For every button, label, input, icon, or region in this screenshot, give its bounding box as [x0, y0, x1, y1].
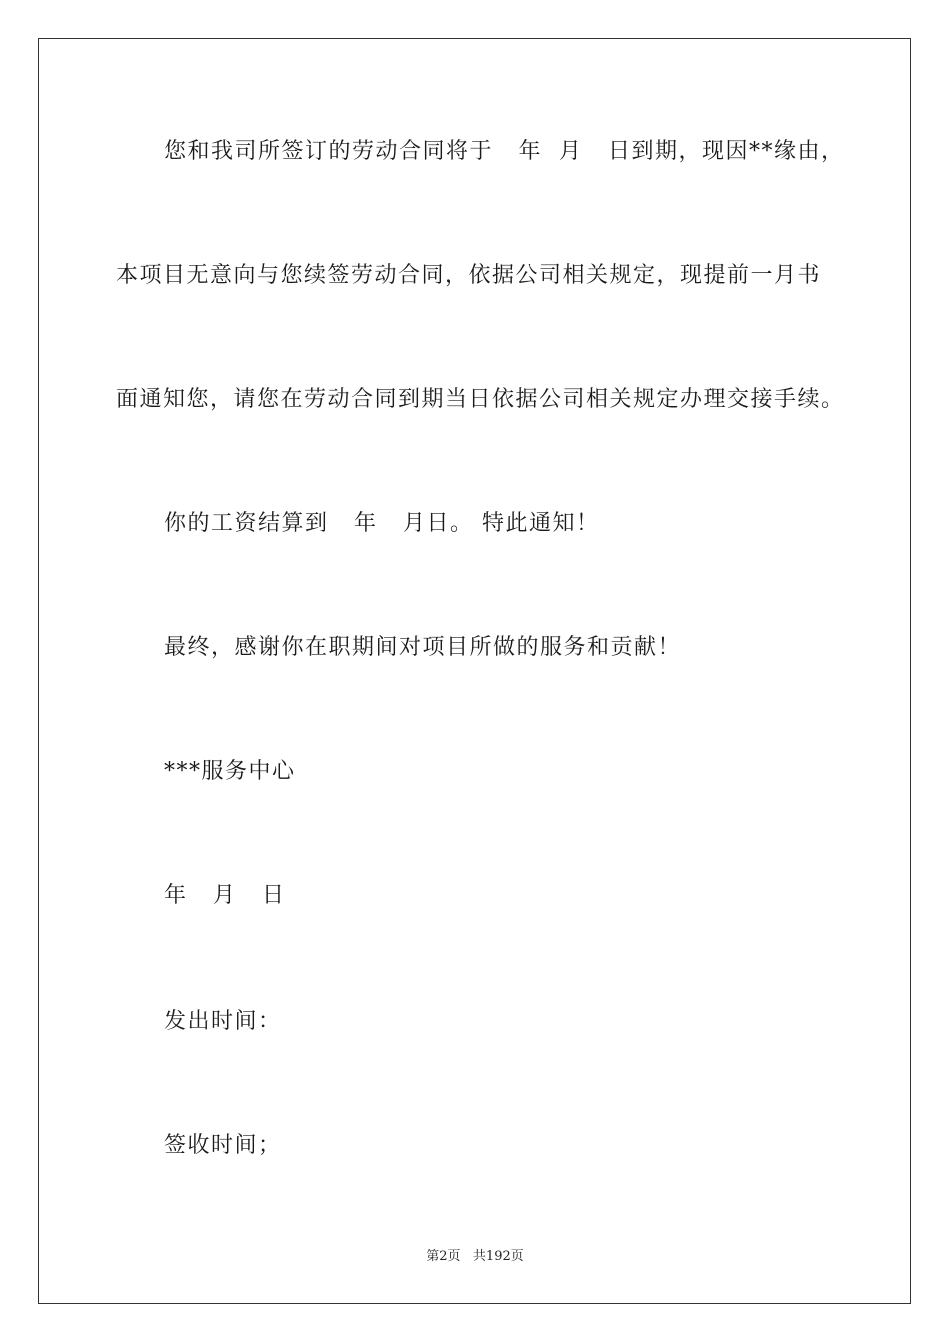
issue-time-label: 发出时间： — [164, 1009, 282, 1034]
paragraph-no-renewal: 本项目无意向与您续签劳动合同，依据公司相关规定，现提前一月书 — [116, 263, 822, 288]
receipt-time-label: 签收时间； — [164, 1133, 282, 1158]
paragraph-salary-settlement: 你的工资结算到 年 月日。 特此通知！ — [164, 511, 600, 536]
page-border — [38, 38, 911, 1304]
signature-organization: ***服务中心 — [164, 759, 296, 784]
paragraph-handover-notice: 面通知您，请您在劳动合同到期当日依据公司相关规定办理交接手续。 — [116, 387, 845, 412]
paragraph-contract-expiry: 您和我司所签订的劳动合同将于 年 月 日到期，现因**缘由， — [164, 139, 845, 164]
page-number-footer: 第2页 共192页 — [426, 1249, 524, 1264]
signature-date: 年 月 日 — [164, 883, 286, 908]
paragraph-thanks: 最终，感谢你在职期间对项目所做的服务和贡献！ — [164, 635, 682, 660]
